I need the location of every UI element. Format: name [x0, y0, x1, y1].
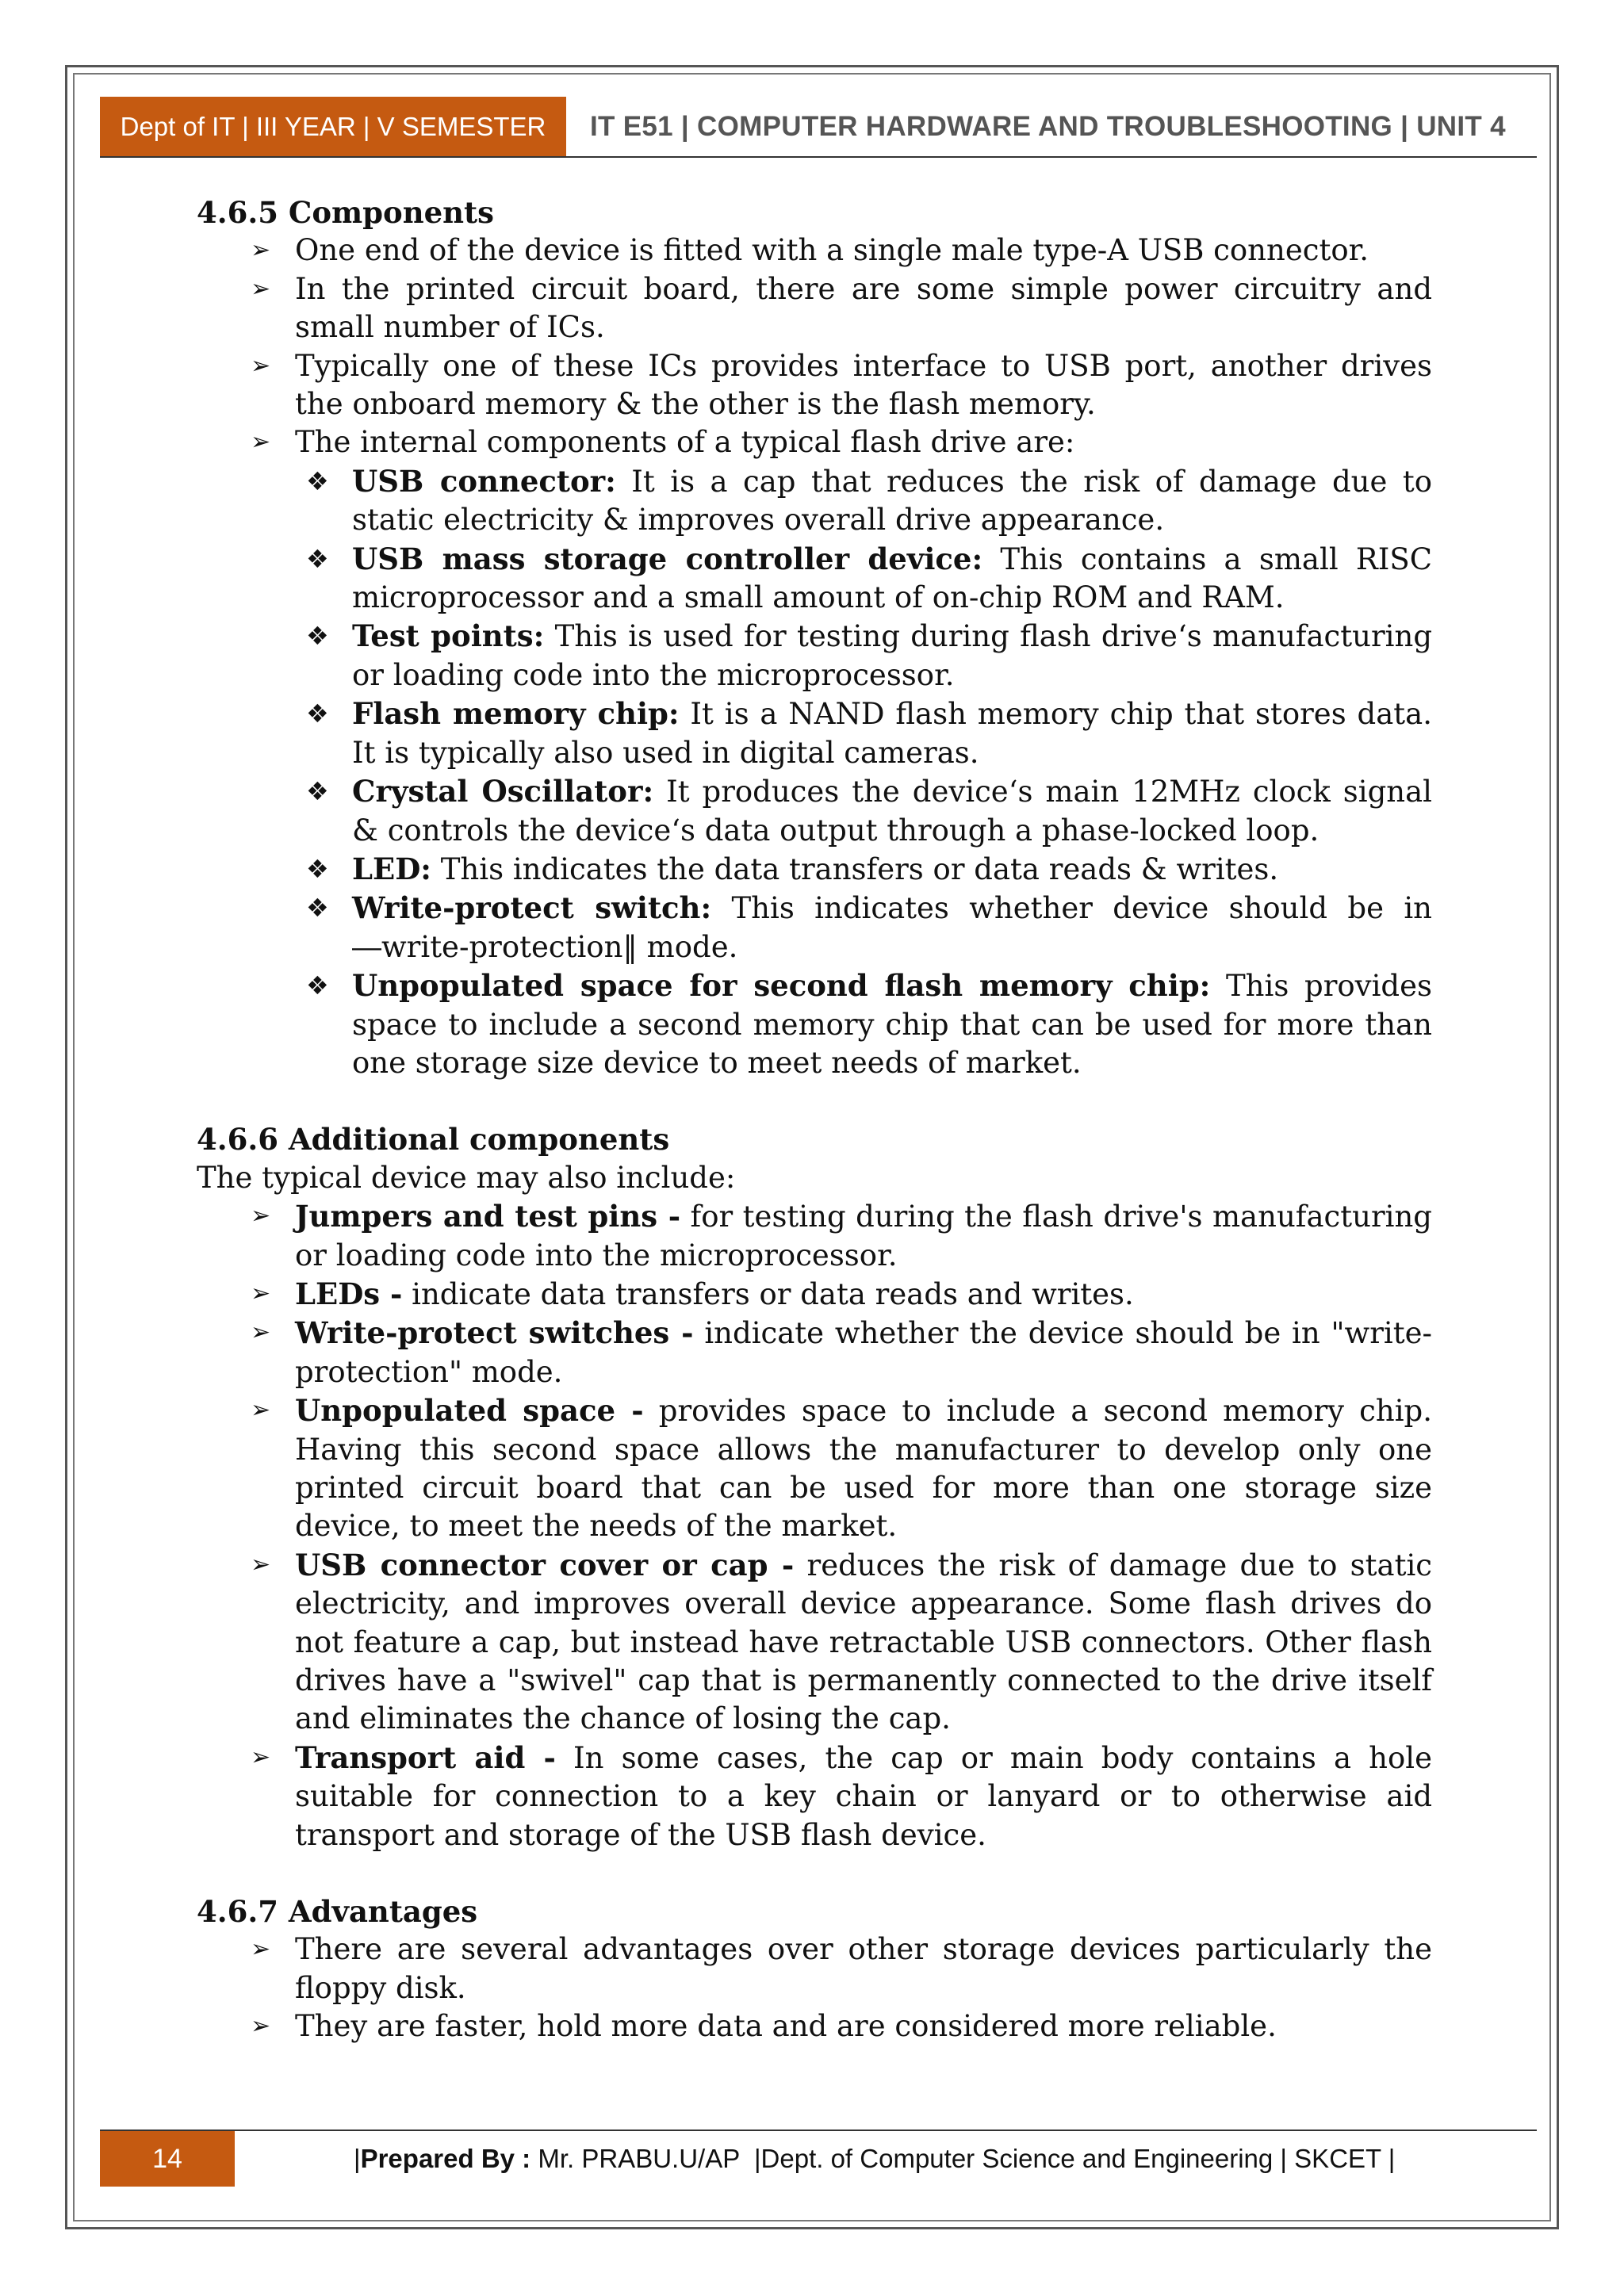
diamond-bullet-icon: ❖: [306, 465, 329, 496]
list-item: ➢ They are faster, hold more data and are considered more reliable.: [197, 2007, 1432, 2045]
diamond-bullet-icon: ❖: [306, 893, 329, 924]
diamond-bullet-icon: ❖: [306, 853, 329, 884]
prepared-by-label: Prepared By :: [360, 2144, 531, 2173]
arrow-bullet-icon: ➢: [251, 428, 271, 457]
header-rule: [100, 156, 1537, 158]
arrow-bullet-icon: ➢: [251, 1743, 271, 1771]
arrow-bullet-icon: ➢: [251, 1935, 271, 1964]
list-item: ➢ The internal components of a typical flash drive are:: [197, 423, 1432, 461]
list-item: ➢ There are several advantages over other storage devices particularly the floppy disk.: [251, 1932, 1432, 2005]
sub-list-item: ❖ USB connector: It is a cap that reduces the risk of damage due to static electricity & improves overall drive appearance.: [306, 463, 1432, 538]
list-item: ➢ Jumpers and test pins - for testing during the flash drive's manufacturing or loading code into the microprocessor.: [251, 1199, 1432, 1272]
list-item: ➢ Unpopulated space - provides space to include a second memory chip. Having this second space allows the manufacturer to develop only one printed circuit board that can be used for more than one storage size device, to meet the needs of the market.: [251, 1393, 1433, 1544]
sub-list-item: ❖ Crystal Oscillator: It produces the device‘s main 12MHz clock signal & controls the device‘s data output through a phase-locked loop.: [306, 774, 1432, 848]
arrow-bullet-icon: ➢: [251, 1550, 271, 1578]
diamond-bullet-icon: ❖: [306, 970, 329, 1001]
section-heading-components: 4.6.5 Components: [197, 195, 494, 230]
list-item: ➢ Typically one of these ICs provides interface to USB port, another drives the onboard memory & the other is the flash memory.: [251, 348, 1432, 422]
header-course-title: IT E51 | COMPUTER HARDWARE AND TROUBLESHOOTING | UNIT 4: [590, 111, 1506, 142]
sub-list-item: ❖ Test points: This is used for testing during flash drive‘s manufacturing or loading code into the microprocessor.: [306, 618, 1433, 692]
document-body: [197, 193, 1432, 2046]
section-heading-advantages: 4.6.7 Advantages: [197, 1894, 478, 1930]
list-item: ➢ USB connector cover or cap - reduces the risk of damage due to static electricity, and improves overall device appearance. Some flash drives do not feature a cap, but instead have retractable USB connectors. Other flash drives have a "swivel" cap that is permanently connected to the drive itself and eliminates the chance of losing the cap.: [251, 1547, 1433, 1736]
arrow-bullet-icon: ➢: [251, 1279, 271, 1307]
header-dept-badge: Dept of IT | III YEAR | V SEMESTER: [100, 97, 566, 157]
sub-list-item: ❖ USB mass storage controller device: This contains a small RISC microprocessor and a small amount of on-chip ROM and RAM.: [306, 541, 1433, 615]
arrow-bullet-icon: ➢: [251, 1318, 271, 1347]
sub-list-item: ❖ Flash memory chip: It is a NAND flash memory chip that stores data. It is typically also used in digital cameras.: [306, 696, 1432, 770]
sub-list-item: ❖ Write-protect switch: This indicates whether device should be in ―write-protection‖ mode.: [306, 890, 1432, 964]
list-item: ➢ In the printed circuit board, there are some simple power circuitry and small number of ICs.: [251, 271, 1432, 345]
page-number: 14: [100, 2131, 235, 2187]
footer-prepared-by: | Prepared By : Mr. PRABU.U/AP |Dept. of Computer Science and Engineering | SKCET |: [354, 2144, 1396, 2173]
diamond-bullet-icon: ❖: [306, 621, 329, 652]
section-heading-additional-components: 4.6.6 Additional components: [197, 1122, 670, 1158]
diamond-bullet-icon: ❖: [306, 776, 329, 807]
list-item: ➢ One end of the device is fitted with a single male type-A USB connector.: [197, 232, 1432, 270]
arrow-bullet-icon: ➢: [251, 236, 271, 265]
diamond-bullet-icon: ❖: [306, 543, 329, 574]
section-intro: The typical device may also include:: [197, 1160, 736, 1195]
list-item: ➢ LEDs - indicate data transfers or data reads and writes.: [197, 1275, 1432, 1314]
arrow-bullet-icon: ➢: [251, 274, 271, 303]
arrow-bullet-icon: ➢: [251, 351, 271, 380]
list-item: ➢ Transport aid - In some cases, the cap or main body contains a hole suitable for connection to a key chain or lanyard or to otherwise aid transport and storage of the USB flash device.: [251, 1739, 1432, 1852]
sub-list-item: ❖ LED: This indicates the data transfers or data reads & writes.: [197, 850, 1432, 889]
diamond-bullet-icon: ❖: [306, 698, 329, 729]
sub-list-item: ❖ Unpopulated space for second flash memory chip: This provides space to include a second memory chip that can be used for more than one storage size device to meet needs of market.: [306, 968, 1432, 1080]
arrow-bullet-icon: ➢: [251, 2012, 271, 2041]
list-item: ➢ Write-protect switches - indicate whether the device should be in "write-protection" mode.: [251, 1315, 1432, 1389]
arrow-bullet-icon: ➢: [251, 1396, 271, 1425]
arrow-bullet-icon: ➢: [251, 1202, 271, 1230]
